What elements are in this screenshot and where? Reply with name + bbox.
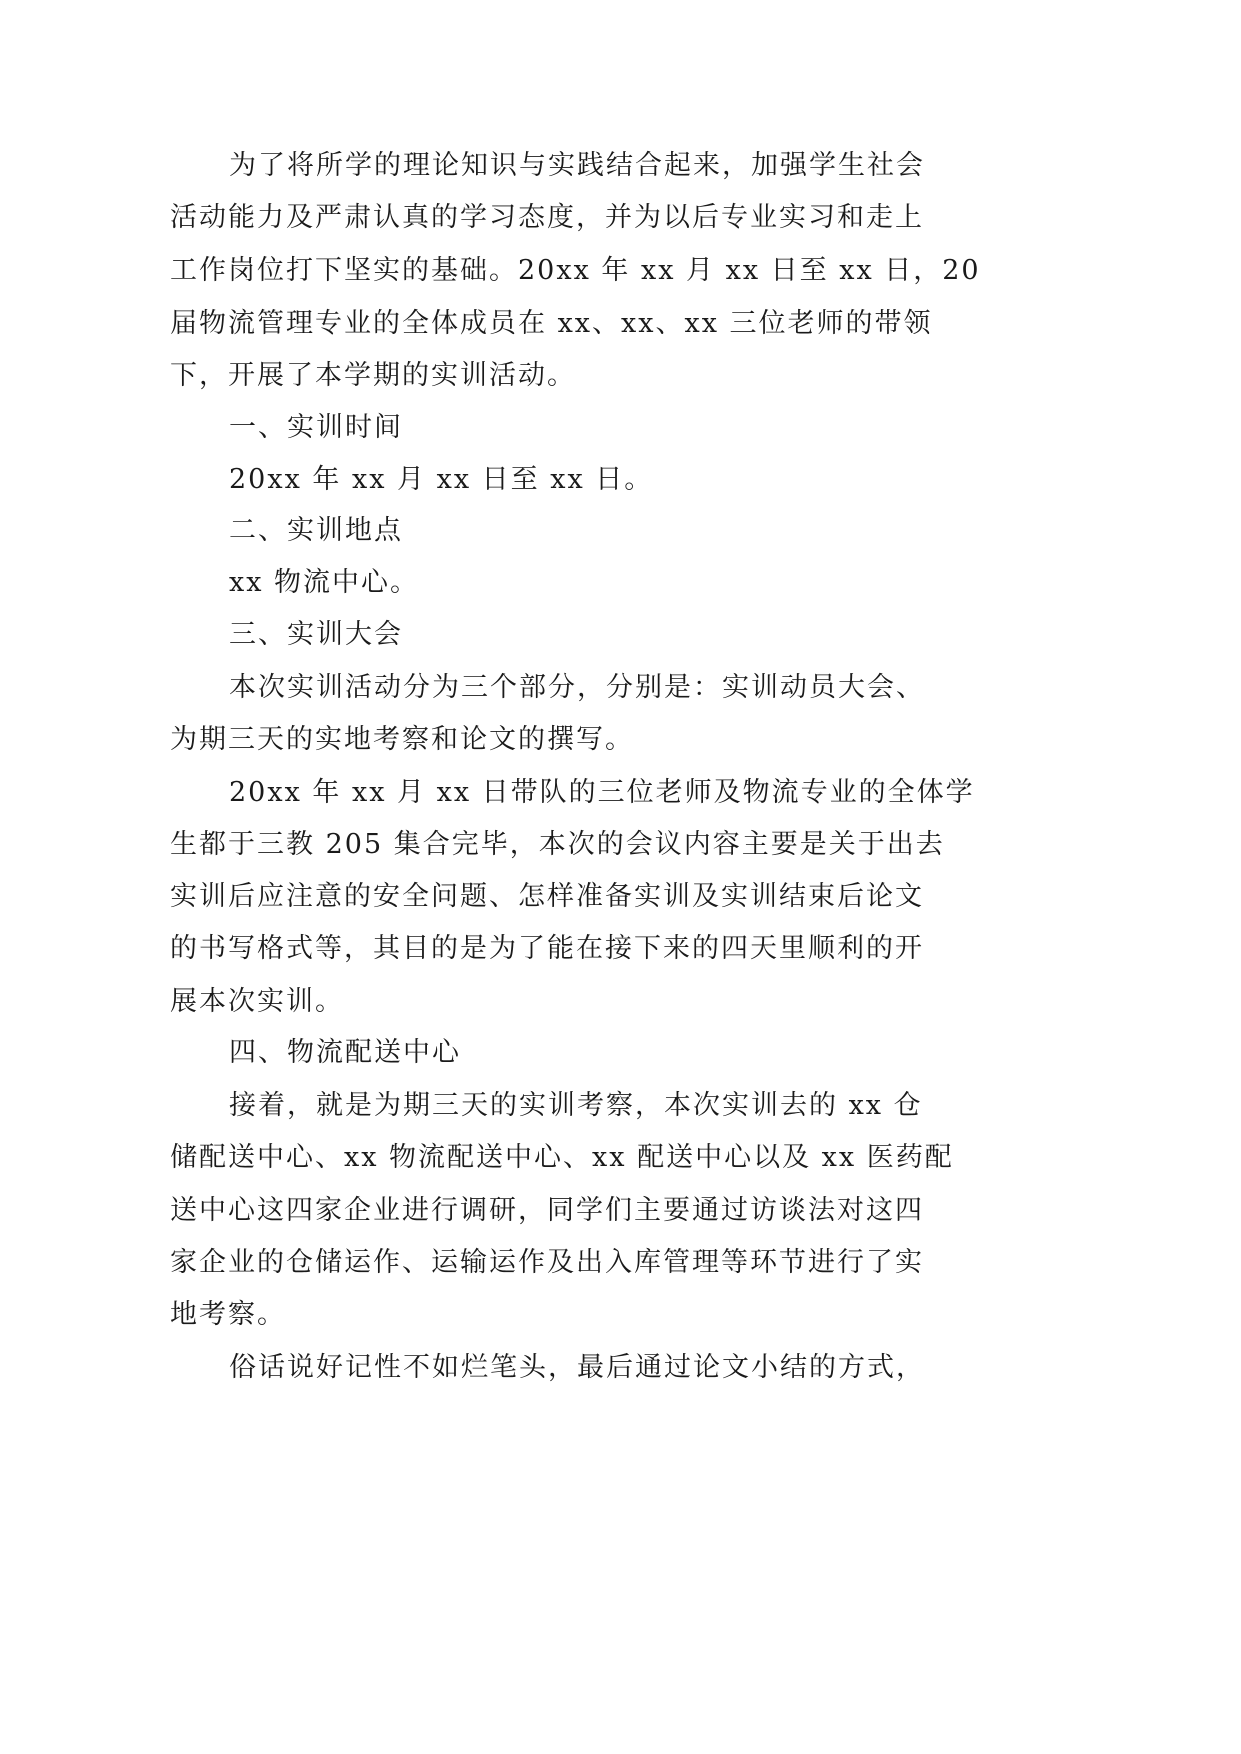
section-heading: 三、实训大会 [229, 619, 403, 650]
section-heading: 一、实训时间 [229, 412, 403, 443]
text-line: 生都于三教 205 集合完毕，本次的会议内容主要是关于出去 [170, 829, 945, 860]
text-line: 活动能力及严肃认真的学习态度，并为以后专业实习和走上 [170, 202, 924, 233]
text-line: 本次实训活动分为三个部分，分别是：实训动员大会、 [229, 672, 925, 703]
text-line: 的书写格式等，其目的是为了能在接下来的四天里顺利的开 [170, 933, 924, 964]
text-line: 地考察。 [170, 1299, 286, 1330]
text-line: 届物流管理专业的全体成员在 xx、xx、xx 三位老师的带领 [170, 308, 933, 339]
text-line: 为了将所学的理论知识与实践结合起来，加强学生社会 [229, 150, 925, 181]
text-line: 工作岗位打下坚实的基础。20xx 年 xx 月 xx 日至 xx 日，20 [170, 255, 981, 286]
text-line: 接着，就是为期三天的实训考察，本次实训去的 xx 仓 [229, 1090, 923, 1121]
text-line: 俗话说好记性不如烂笔头，最后通过论文小结的方式， [229, 1352, 925, 1383]
text-line: 家企业的仓储运作、运输运作及出入库管理等环节进行了实 [170, 1247, 924, 1278]
section-heading: 二、实训地点 [229, 515, 403, 546]
text-line: 20xx 年 xx 月 xx 日带队的三位老师及物流专业的全体学 [229, 777, 975, 808]
text-line: 储配送中心、xx 物流配送中心、xx 配送中心以及 xx 医药配 [170, 1142, 954, 1173]
text-line: 展本次实训。 [170, 986, 344, 1017]
text-line: 送中心这四家企业进行调研，同学们主要通过访谈法对这四 [170, 1195, 924, 1226]
text-line: xx 物流中心。 [229, 567, 420, 598]
section-heading: 四、物流配送中心 [229, 1037, 461, 1068]
text-line: 下，开展了本学期的实训活动。 [170, 360, 576, 391]
text-line: 为期三天的实地考察和论文的撰写。 [170, 724, 634, 755]
text-line: 实训后应注意的安全问题、怎样准备实训及实训结束后论文 [170, 881, 924, 912]
text-line: 20xx 年 xx 月 xx 日至 xx 日。 [229, 464, 654, 495]
